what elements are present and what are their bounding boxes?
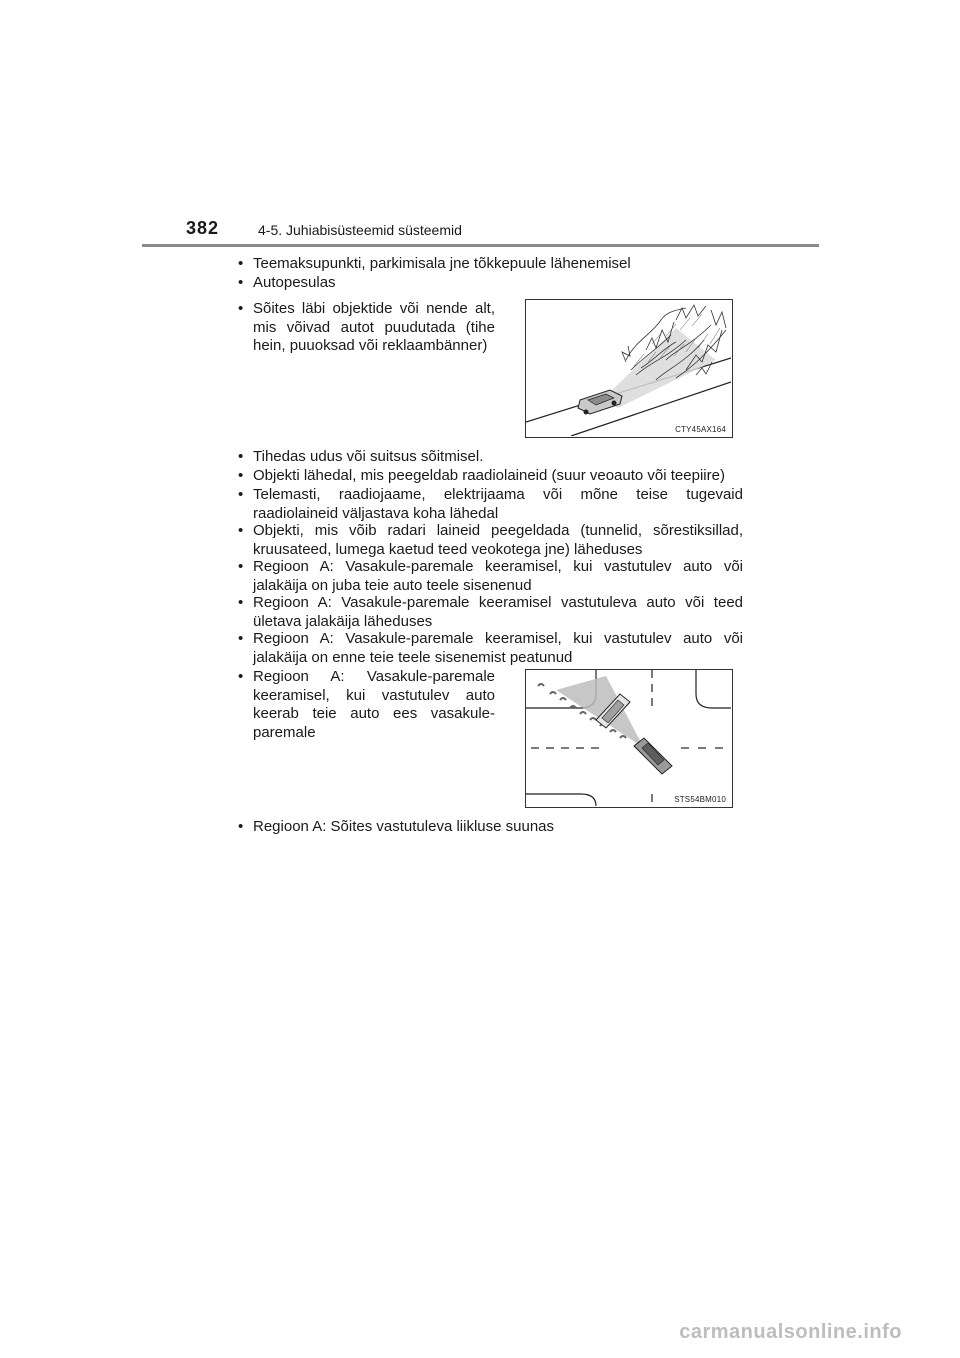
list-item-text: Teemaksupunkti, parkimisala jne tõkkepuule lähenemisel <box>253 255 631 272</box>
page-header <box>0 0 960 250</box>
list-item-text: Regioon A: Vasakule-paremale keeramisel, kui vastutulev auto keerab teie auto ees vasakule-paremale <box>253 668 495 741</box>
list-item-text: Sõites läbi objektide või nende alt, mis võivad autot puudutada (tihe hein, puuoksad või reklaambänner) <box>253 300 495 354</box>
list-item-text: Telemasti, raadiojaame, elektrijaama või mõne teise tugevaid raadiolaineid väljastava koha lähedal <box>253 486 743 522</box>
list-item-text: Regioon A: Sõites vastutuleva liikluse suunas <box>253 818 555 835</box>
bullet: • <box>238 558 244 575</box>
figure-code: STS54BM010 <box>674 795 726 804</box>
bullet: • <box>238 630 244 647</box>
bullet: • <box>238 668 244 685</box>
bullet: • <box>238 467 244 484</box>
bullet: • <box>238 448 244 465</box>
section-title: 4-5. Juhiabisüsteemid süsteemid <box>258 222 462 238</box>
list-item <box>233 255 743 274</box>
bullet: • <box>238 255 244 272</box>
list-item <box>233 630 743 667</box>
list-item-text: Tihedas udus või suitsus sõitmisel. <box>253 448 484 465</box>
list-item-text: Regioon A: Vasakule-paremale keeramisel, kui vastutulev auto või jalakäija on enne teie teele sisenemist peatunud <box>253 630 743 666</box>
bullet: • <box>238 300 244 317</box>
list-item <box>233 486 743 523</box>
list-item <box>233 668 495 742</box>
vegetation-drawing <box>526 300 731 436</box>
watermark: carmanualsonline.info <box>679 1321 902 1343</box>
page-number: 382 <box>186 218 220 238</box>
list-item <box>233 448 743 467</box>
car-icon <box>578 390 622 415</box>
bullet: • <box>238 522 244 539</box>
list-item <box>233 300 495 356</box>
bullet: • <box>238 818 244 835</box>
list-item <box>233 274 743 293</box>
list-item <box>233 818 743 837</box>
list-item-text: Autopesulas <box>253 274 336 291</box>
list-item-text: Regioon A: Vasakule-paremale keeramisel, kui vastutulev auto või jalakäija on juba teie auto teele sisenenud <box>253 558 743 594</box>
intersection-drawing <box>526 670 731 806</box>
list-item <box>233 558 743 595</box>
list-item <box>233 467 743 486</box>
header-divider <box>142 244 819 247</box>
list-item <box>233 594 743 631</box>
list-item-text: Objekti lähedal, mis peegeldab raadiolaineid (suur veoauto või teepiire) <box>253 467 725 484</box>
list-item <box>233 522 743 559</box>
list-item-text: Objekti, mis võib radari laineid peegeldada (tunnelid, sõrestiksillad, kruusateed, lumega kaetud teed veokotega jne) läheduses <box>253 522 743 558</box>
own-car-icon <box>634 738 672 774</box>
list-item-text: Regioon A: Vasakule-paremale keeramisel vastutuleva auto või teed ületava jalakäija läheduses <box>253 594 743 630</box>
illustration-intersection <box>525 669 733 808</box>
illustration-vegetation <box>525 299 733 438</box>
bullet: • <box>238 486 244 503</box>
bullet: • <box>238 274 244 291</box>
figure-code: CTY45AX164 <box>675 425 726 434</box>
bullet: • <box>238 594 244 611</box>
